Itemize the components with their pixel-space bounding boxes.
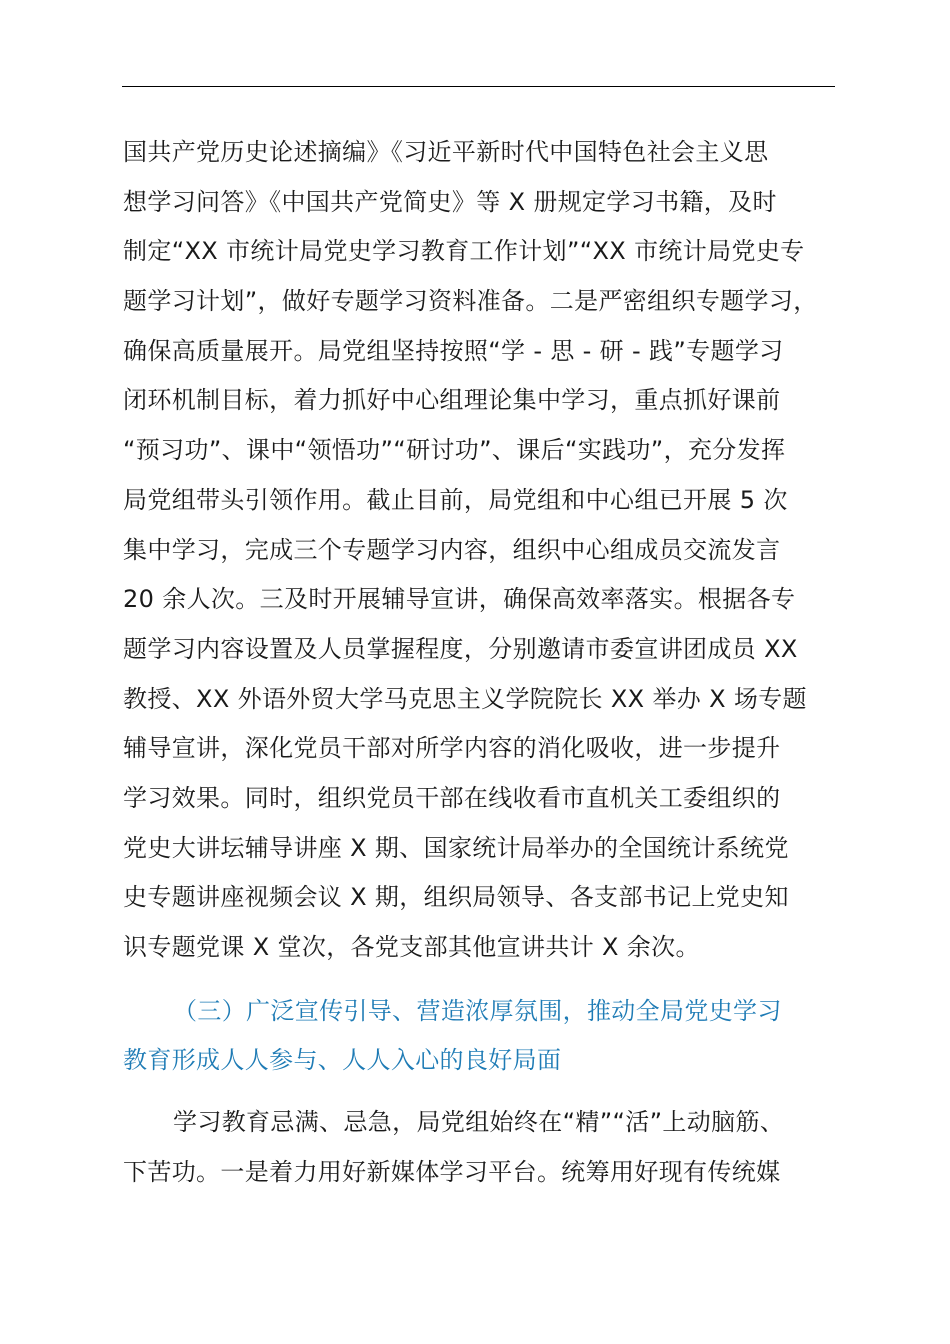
- text-line: “预习功”、课中“领悟功”“研讨功”、课后“实践功”，充分发挥: [123, 436, 786, 465]
- text-line: 识专题党课 X 堂次，各党支部其他宣讲共计 X 余次。: [123, 933, 700, 961]
- header-rule: [122, 86, 835, 87]
- paragraph-publicity: [123, 1098, 839, 1197]
- document-body: [123, 128, 839, 1197]
- text-line: 题学习计划”，做好专题学习资料准备。二是严密组织专题学习，: [123, 287, 818, 316]
- section-heading: [123, 987, 839, 1086]
- text-line: 党史大讲坛辅导讲座 X 期、国家统计局举办的全国统计系统党: [123, 833, 789, 862]
- heading-line: （三）广泛宣传引导、营造浓厚氛围，推动全局党史学习: [173, 996, 782, 1025]
- text-line: 20 余人次。三及时开展辅导宣讲，确保高效率落实。根据各专: [123, 585, 796, 614]
- text-line: 集中学习，完成三个专题学习内容，组织中心组成员交流发言: [123, 535, 781, 564]
- text-line: 题学习内容设置及人员掌握程度，分别邀请市委宣讲团成员 XX: [123, 634, 798, 663]
- text-line: 史专题讲座视频会议 X 期，组织局领导、各支部书记上党史知: [123, 883, 789, 912]
- text-line: 想学习问答》《中国共产党简史》等 X 册规定学习书籍，及时: [123, 187, 777, 216]
- heading-line: 教育形成人人参与、人人入心的良好局面: [123, 1046, 562, 1075]
- paragraph-study-arrangements: [123, 128, 839, 973]
- text-line: 下苦功。一是着力用好新媒体学习平台。统筹用好现有传统媒: [123, 1157, 781, 1186]
- text-line: 局党组带头引领作用。截止目前，局党组和中心组已开展 5 次: [123, 485, 788, 514]
- text-line: 确保高质量展开。局党组坚持按照“学 - 思 - 研 - 践”专题学习: [123, 336, 784, 365]
- text-line: 辅导宣讲，深化党员干部对所学内容的消化吸收，进一步提升: [123, 734, 781, 763]
- text-line: 学习效果。同时，组织党员干部在线收看市直机关工委组织的: [123, 783, 781, 812]
- text-line: 学习教育忌满、忌急，局党组始终在“精”“活”上动脑筋、: [173, 1108, 785, 1137]
- text-line: 国共产党历史论述摘编》《习近平新时代中国特色社会主义思: [123, 138, 769, 166]
- text-line: 闭环机制目标，着力抓好中心组理论集中学习，重点抓好课前: [123, 386, 781, 415]
- text-line: 制定“XX 市统计局党史学习教育工作计划”“XX 市统计局党史专: [123, 237, 805, 266]
- text-line: 教授、XX 外语外贸大学马克思主义学院院长 XX 举办 X 场专题: [123, 684, 807, 713]
